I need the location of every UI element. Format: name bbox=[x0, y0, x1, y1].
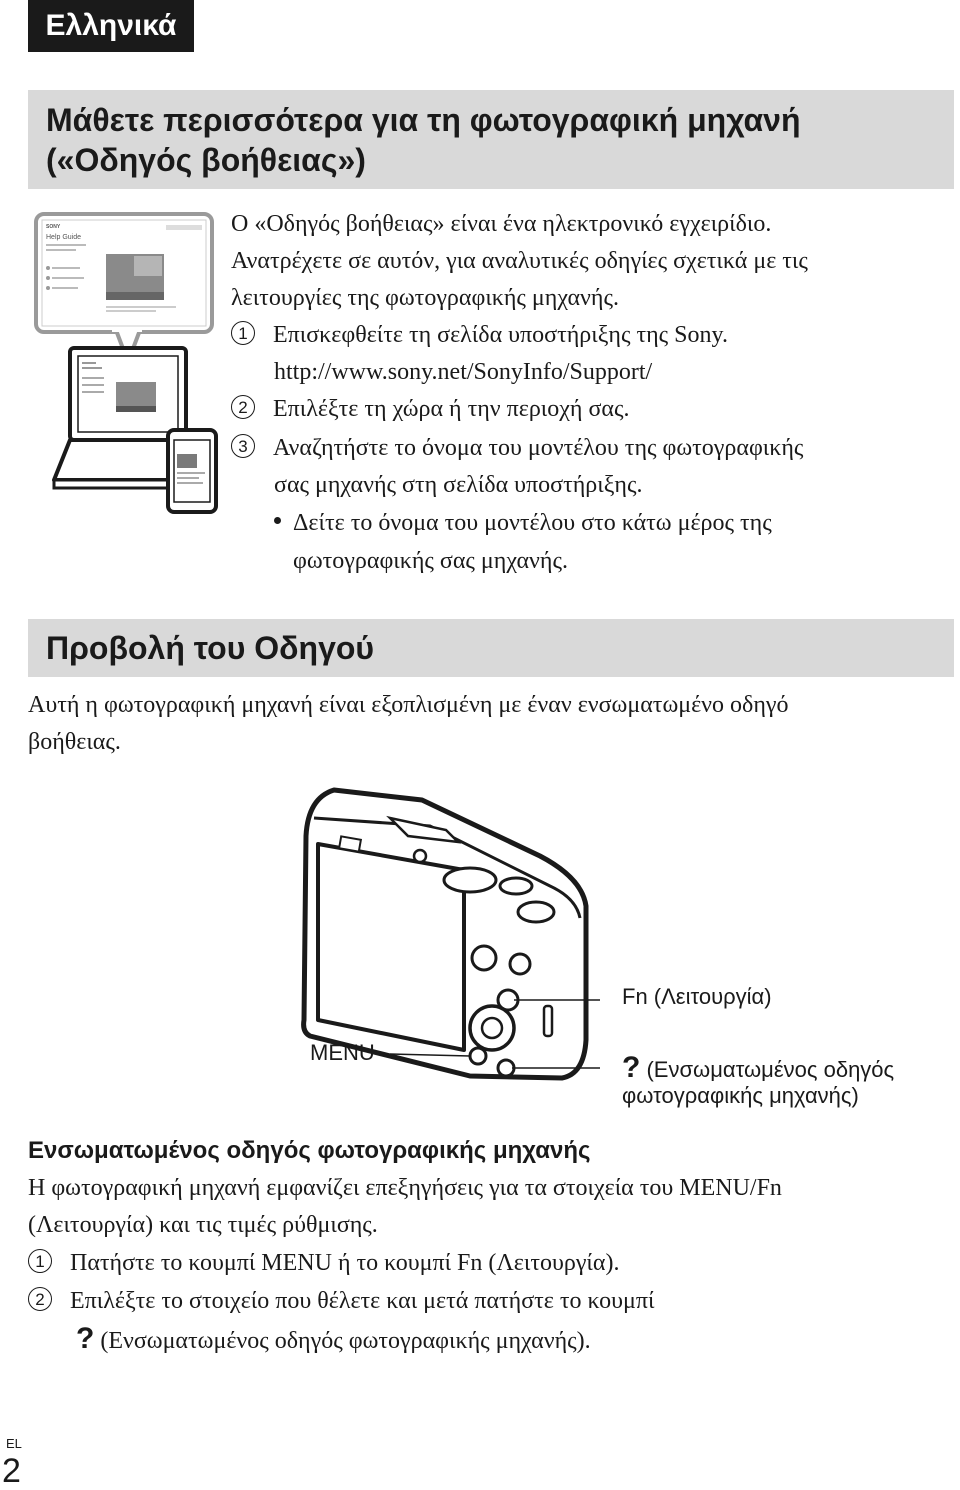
guide-label-line-2: φωτογραφικής μηχανής) bbox=[622, 1083, 859, 1108]
step-number-1: 1 bbox=[231, 321, 255, 345]
s2-step-number-1: 1 bbox=[28, 1249, 52, 1273]
menu-button-label: MENU bbox=[310, 1040, 375, 1065]
page-number: 2 bbox=[2, 1452, 21, 1490]
step-1 bbox=[231, 317, 728, 354]
s2-step-1 bbox=[28, 1245, 619, 1282]
desc-line-2: (Λειτουργία) και τις τιμές ρύθμισης. bbox=[28, 1212, 378, 1238]
step-1-text: Επισκεφθείτε τη σελίδα υποστήριξης της Sony. bbox=[273, 322, 728, 348]
s2-step-2-text: Επιλέξτε το στοιχείο που θέλετε και μετά πατήστε το κουμπί bbox=[70, 1288, 655, 1314]
step-number-3: 3 bbox=[231, 434, 255, 458]
bullet-note bbox=[274, 505, 772, 542]
section-heading-help-guide bbox=[28, 90, 954, 189]
step-2 bbox=[231, 391, 629, 428]
step-2-text: Επιλέξτε τη χώρα ή την περιοχή σας. bbox=[273, 396, 630, 422]
section-title-line1: Μάθετε περισσότερα για τη φωτογραφική μηχανή bbox=[46, 102, 801, 138]
step-3-text: Αναζητήστε το όνομα του μοντέλου της φωτογραφικής bbox=[273, 435, 804, 461]
question-mark-icon: ? bbox=[76, 1322, 95, 1355]
fn-button-label: Fn (Λειτουργία) bbox=[622, 984, 772, 1009]
step-3-line-2: σας μηχανής στη σελίδα υποστήριξης. bbox=[274, 472, 643, 498]
bubble-sony-logo: SONY bbox=[46, 224, 61, 230]
subheading-in-camera-guide: Ενσωματωμένος οδηγός φωτογραφικής μηχανής bbox=[28, 1137, 591, 1164]
section2-intro-line-2: βοήθειας. bbox=[28, 729, 121, 755]
bullet-dot bbox=[274, 517, 281, 524]
bullet-text: Δείτε το όνομα του μοντέλου στο κάτω μέρος της bbox=[293, 510, 772, 536]
section-heading-view-guide: Προβολή του Οδηγού bbox=[28, 619, 954, 677]
question-mark-icon: ? bbox=[622, 1051, 641, 1084]
support-url-link[interactable]: http://www.sony.net/SonyInfo/Support/ bbox=[274, 359, 653, 385]
section-title-line2: («Οδηγός βοήθειας») bbox=[46, 142, 366, 178]
s2-step-2-line-2 bbox=[76, 1320, 591, 1360]
s2-step-1-text: Πατήστε το κουμπί MENU ή το κουμπί Fn (Λειτουργία). bbox=[70, 1250, 620, 1276]
step-3 bbox=[231, 430, 803, 467]
desc-line-1: Η φωτογραφική μηχανή εμφανίζει επεξηγήσεις για τα στοιχεία του MENU/Fn bbox=[28, 1175, 782, 1201]
guide-button-label bbox=[622, 1051, 895, 1084]
footer-language-code: EL bbox=[6, 1436, 22, 1451]
s2-step-2 bbox=[28, 1283, 654, 1320]
s2-step-2-line-2-text: (Ενσωματωμένος οδηγός φωτογραφικής μηχανής). bbox=[100, 1328, 591, 1354]
help-guide-devices-illustration bbox=[30, 212, 220, 517]
bubble-site-title: Help Guide bbox=[46, 234, 82, 241]
language-tab: Ελληνικά bbox=[28, 0, 194, 52]
intro-line-2: Ανατρέχετε σε αυτόν, για αναλυτικές οδηγίες σχετικά με τις bbox=[231, 248, 808, 274]
intro-line-1: Ο «Οδηγός βοήθειας» είναι ένα ηλεκτρονικό εγχειρίδιο. bbox=[231, 211, 772, 237]
section2-intro-line-1: Αυτή η φωτογραφική μηχανή είναι εξοπλισμένη με έναν ενσωματωμένο οδηγό bbox=[28, 692, 789, 718]
guide-label-line-1: (Ενσωματωμένος οδηγός bbox=[646, 1057, 895, 1082]
s2-step-number-2: 2 bbox=[28, 1287, 52, 1311]
intro-line-3: λειτουργίες της φωτογραφικής μηχανής. bbox=[231, 285, 619, 311]
bullet-line-2: φωτογραφικής σας μηχανής. bbox=[293, 548, 568, 574]
step-number-2: 2 bbox=[231, 395, 255, 419]
